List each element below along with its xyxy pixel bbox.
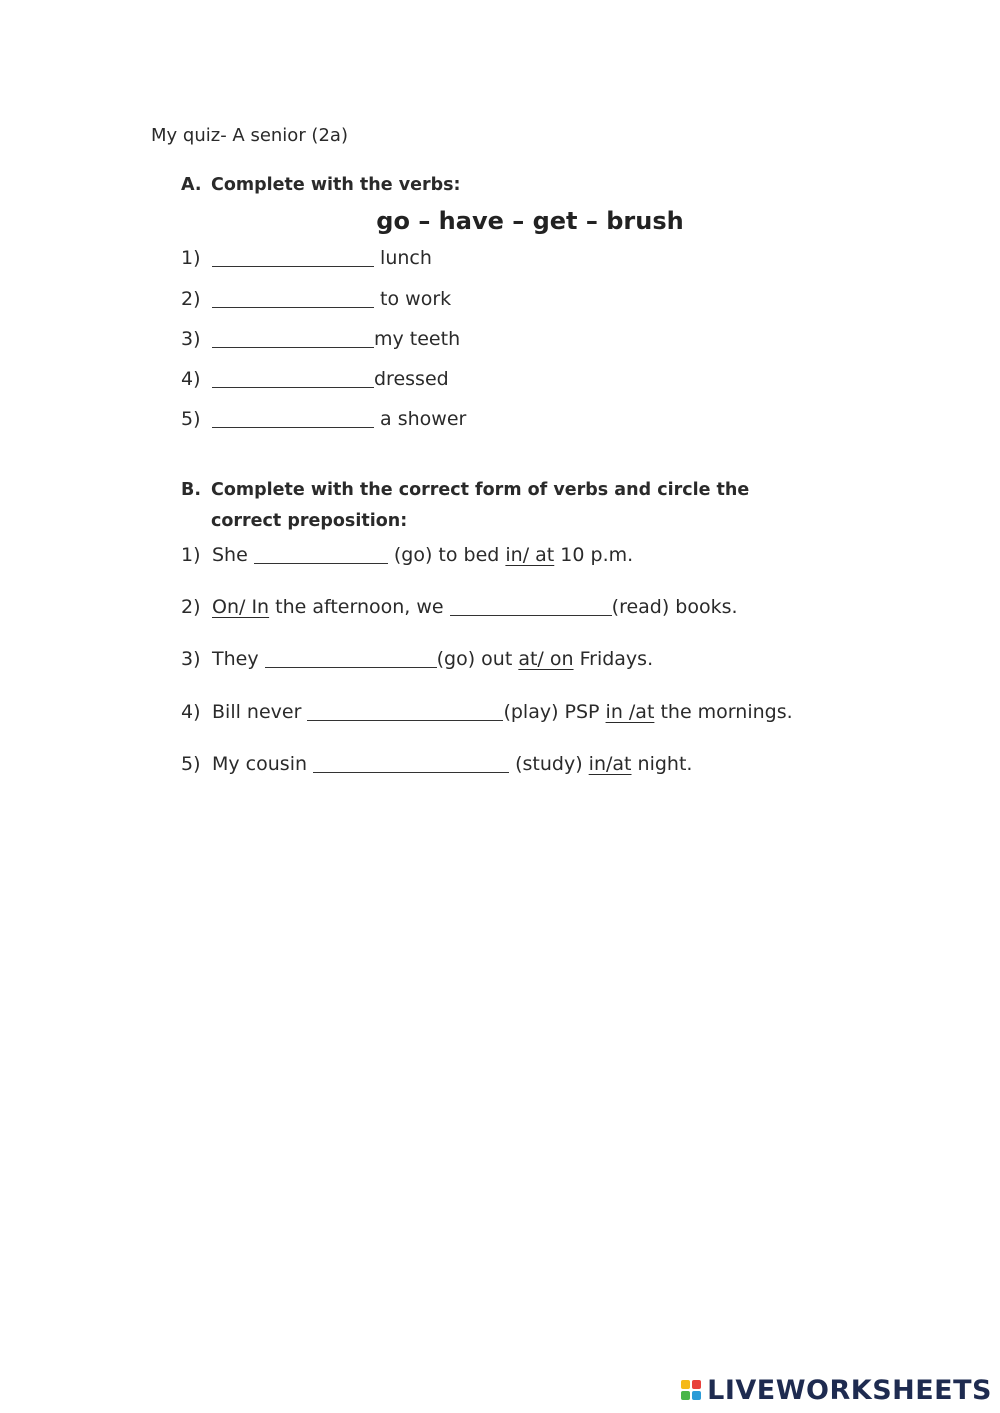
section-b-item-5 <box>181 753 692 775</box>
item-text: to work <box>374 288 452 310</box>
item-text: the mornings. <box>654 701 793 723</box>
item-text: my teeth <box>374 328 461 350</box>
section-b-heading-text: Complete with the correct form of verbs and circle the correct preposition: <box>211 480 750 531</box>
answer-blank[interactable] <box>254 545 388 564</box>
answer-blank[interactable] <box>212 329 374 348</box>
item-text: My cousin <box>212 753 314 775</box>
item-text: (study) <box>509 753 589 775</box>
item-number: 3) <box>181 328 201 350</box>
section-a-item-3 <box>181 328 460 350</box>
item-number: 4) <box>181 701 201 723</box>
preposition-choice[interactable]: On/ In <box>212 596 270 618</box>
item-text: (go) out <box>436 648 519 670</box>
logo-square <box>692 1380 701 1389</box>
item-text: the afternoon, we <box>269 596 450 618</box>
liveworksheets-mark-icon <box>681 1380 701 1400</box>
section-b-item-3 <box>181 648 653 670</box>
answer-blank[interactable] <box>307 702 503 721</box>
liveworksheets-logo <box>681 1375 992 1405</box>
item-text: Fridays. <box>573 648 654 670</box>
logo-square <box>681 1391 690 1400</box>
section-b-item-2 <box>181 596 738 618</box>
section-b-heading <box>181 475 801 537</box>
item-number: 2) <box>181 596 201 618</box>
section-a-letter: A. <box>181 175 202 195</box>
item-text: (read) books. <box>611 596 738 618</box>
item-text: night. <box>631 753 693 775</box>
logo-text: LIVEWORKSHEETS <box>707 1374 992 1406</box>
item-text: dressed <box>374 368 449 390</box>
preposition-choice[interactable]: in/at <box>588 753 632 775</box>
answer-blank[interactable] <box>212 289 374 308</box>
item-text: (play) PSP <box>503 701 606 723</box>
quiz-title: My quiz- A senior (2a) <box>151 125 348 146</box>
logo-square <box>692 1391 701 1400</box>
answer-blank[interactable] <box>212 248 374 267</box>
section-a-item-1 <box>181 247 432 269</box>
item-number: 3) <box>181 648 201 670</box>
section-a-item-2 <box>181 288 451 310</box>
preposition-choice[interactable]: in /at <box>605 701 655 723</box>
item-text: She <box>212 544 254 566</box>
verb-bank: go – have – get – brush <box>376 207 684 235</box>
section-a-heading <box>181 170 801 201</box>
answer-blank[interactable] <box>313 754 509 773</box>
answer-blank[interactable] <box>450 597 612 616</box>
section-b-item-4 <box>181 701 793 723</box>
answer-blank[interactable] <box>265 649 437 668</box>
item-number: 5) <box>181 753 201 775</box>
item-text: (go) to bed <box>387 544 506 566</box>
answer-blank[interactable] <box>212 369 374 388</box>
item-number: 1) <box>181 247 201 269</box>
preposition-choice[interactable]: in/ at <box>505 544 555 566</box>
section-a-item-4 <box>181 368 449 390</box>
item-number: 5) <box>181 408 201 430</box>
preposition-choice[interactable]: at/ on <box>518 648 574 670</box>
item-text: lunch <box>374 247 432 269</box>
answer-blank[interactable] <box>212 409 374 428</box>
item-number: 2) <box>181 288 201 310</box>
item-number: 1) <box>181 544 201 566</box>
item-text: They <box>212 648 265 670</box>
item-text: Bill never <box>212 701 308 723</box>
section-a-item-5 <box>181 408 466 430</box>
section-b-item-1 <box>181 544 633 566</box>
item-text: a shower <box>374 408 467 430</box>
section-a-heading-text: Complete with the verbs: <box>211 175 461 195</box>
logo-square <box>681 1380 690 1389</box>
item-text: 10 p.m. <box>554 544 634 566</box>
section-b-letter: B. <box>181 480 201 500</box>
item-number: 4) <box>181 368 201 390</box>
